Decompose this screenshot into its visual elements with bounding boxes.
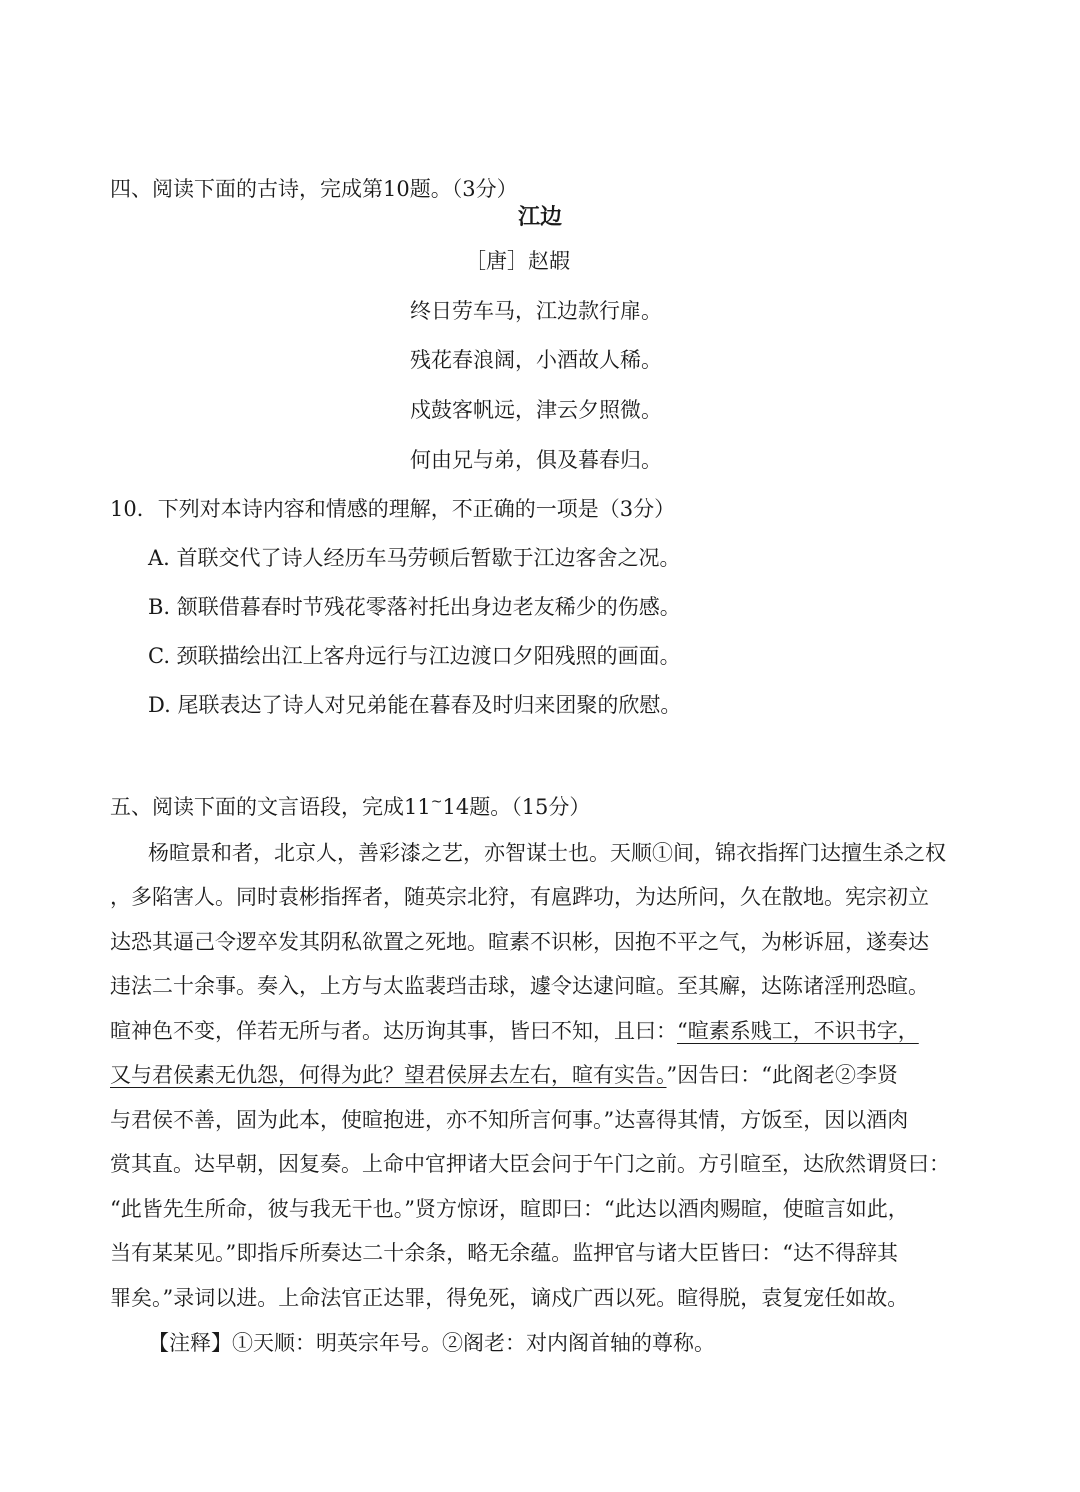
section5-heading-part2: 14题。（15分） xyxy=(442,795,591,819)
passage-text: 暄神色不变，佯若无所与者。达历询其事，皆曰不知，且曰： xyxy=(110,1019,677,1043)
passage-line: 杨暄景和者，北京人，善彩漆之艺，亦智谋士也。天顺①间，锦衣指挥门达擅生杀之权 xyxy=(148,841,946,865)
annotation-note: 【注释】①天顺：明英宗年号。②阁老：对内阁首轴的尊称。 xyxy=(148,1331,715,1355)
poem-title: 江边 xyxy=(518,204,563,230)
passage-line xyxy=(110,1060,898,1090)
option-b: B. 颔联借暮春时节残花零落衬托出身边老友稀少的伤感。 xyxy=(148,595,681,619)
poem-line: 残花春浪阔，小酒故人稀。 xyxy=(410,348,662,372)
poem-line: 终日劳车马，江边款行扉。 xyxy=(410,299,662,323)
question-10-stem: 10．下列对本诗内容和情感的理解，不正确的一项是（3分） xyxy=(110,497,676,521)
option-a: A. 首联交代了诗人经历车马劳顿后暂歇于江边客舍之况。 xyxy=(148,546,681,570)
tilde-mark: ~ xyxy=(430,794,443,810)
poem-line: 戍鼓客帆远，津云夕照微。 xyxy=(410,398,662,422)
poem-author: ［唐］赵嘏 xyxy=(465,249,570,273)
poem-line: 何由兄与弟，俱及暮春归。 xyxy=(410,448,662,472)
section4-heading: 四、阅读下面的古诗，完成第10题。（3分） xyxy=(110,177,518,201)
passage-line: 当有某某见。”即指斥所奏达二十余条，略无余蕴。监押官与诸大臣皆曰：“达不得辞其 xyxy=(110,1241,898,1265)
option-d: D. 尾联表达了诗人对兄弟能在暮春及时归来团聚的欣慰。 xyxy=(148,693,682,717)
passage-line: 违法二十余事。奏入，上方与太监裴珰击球，遽令达逮问暄。至其廨，达陈诸淫刑恐暄。 xyxy=(110,974,929,998)
passage-line xyxy=(110,1016,919,1046)
passage-line: ，多陷害人。同时袁彬指挥者，随英宗北狩，有扈跸功，为达所问，久在散地。宪宗初立 xyxy=(110,885,929,909)
passage-line: 罪矣。”录词以进。上命法官正达罪，得免死，谪戍广西以死。暄得脱，袁复宠任如故。 xyxy=(110,1286,909,1310)
section5-heading-part1: 五、阅读下面的文言语段，完成11 xyxy=(110,795,431,819)
passage-line: 与君侯不善，固为此本，使暄抱进，亦不知所言何事。”达喜得其情，方饭至，因以酒肉 xyxy=(110,1108,909,1132)
passage-line: 赏其直。达早朝，因复奏。上命中官押诸大臣会问于午门之前。方引暄至，达欣然谓贤曰： xyxy=(110,1152,950,1176)
passage-line: 达恐其逼己令逻卒发其阴私欲置之死地。暄素不识彬，因抱不平之气，为彬诉屈，遂奏达 xyxy=(110,930,929,954)
passage-line: “此皆先生所命，彼与我无干也。”贤方惊讶，暄即曰：“此达以酒肉赐暄，使暄言如此， xyxy=(110,1197,909,1221)
option-c: C. 颈联描绘出江上客舟远行与江边渡口夕阳残照的画面。 xyxy=(148,644,681,668)
section5-heading xyxy=(110,792,590,825)
passage-text: ”因告曰：“此阁老②李贤 xyxy=(666,1063,898,1087)
underlined-sentence: 又与君侯素无仇怨，何得为此？望君侯屏去左右，暄有实告。 xyxy=(110,1063,667,1087)
underlined-sentence: “暄素系贱工，不识书字， xyxy=(677,1019,919,1043)
